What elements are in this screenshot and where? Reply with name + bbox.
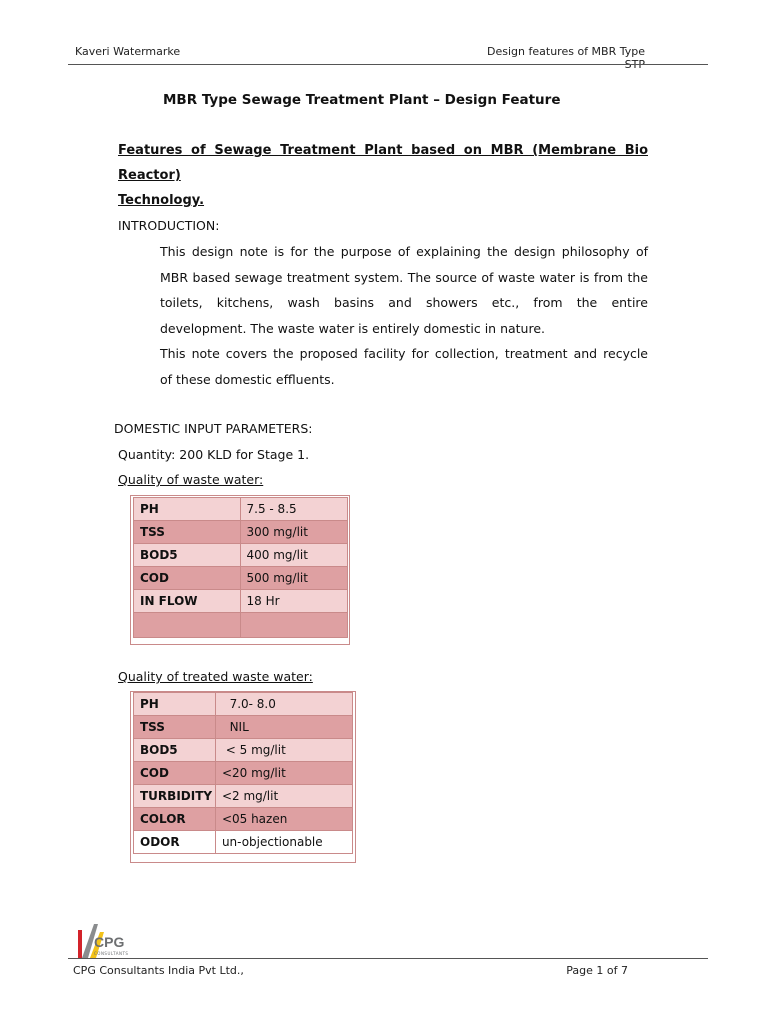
intro-p2-line-1: This note covers the proposed facility for collection, treatment and recycle xyxy=(160,346,648,361)
footer-divider xyxy=(68,958,708,959)
table-cell-value: 18 Hr xyxy=(240,590,347,613)
section-subtitle xyxy=(118,138,648,213)
intro-p1-line-3: toilets, kitchens, wash basins and showers etc., from the entire xyxy=(160,295,648,310)
header-left: Kaveri Watermarke xyxy=(75,45,181,58)
cpg-logo xyxy=(76,920,146,960)
header-right: Design features of MBR Type STP xyxy=(487,45,645,71)
table-row xyxy=(134,567,348,590)
intro-paragraph-2 xyxy=(160,341,648,392)
intro-p1-line-1: This design note is for the purpose of explaining the design philosophy of xyxy=(160,244,648,259)
table-row xyxy=(134,739,353,762)
intro-paragraph-1 xyxy=(160,239,648,341)
table-row xyxy=(134,521,348,544)
input-heading: DOMESTIC INPUT PARAMETERS: xyxy=(114,421,313,436)
logo-text: CPG xyxy=(94,934,125,950)
table-cell-key: TSS xyxy=(134,716,216,739)
table-cell-key: PH xyxy=(134,498,241,521)
table-cell-value: un-objectionable xyxy=(215,831,352,854)
page-number: Page 1 of 7 xyxy=(566,964,628,977)
footer-company: CPG Consultants India Pvt Ltd., xyxy=(73,964,244,977)
table-cell-value xyxy=(240,613,347,638)
page-title: MBR Type Sewage Treatment Plant – Design Feature xyxy=(163,92,561,108)
subtitle-line-1: Features of Sewage Treatment Plant based on MBR (Membrane Bio Reactor) xyxy=(118,143,648,183)
table-cell-key: COD xyxy=(134,567,241,590)
waste-water-table xyxy=(133,497,348,638)
intro-heading: INTRODUCTION: xyxy=(118,218,220,233)
table-row xyxy=(134,808,353,831)
table-row xyxy=(134,544,348,567)
treated-water-table xyxy=(133,692,353,854)
table-row xyxy=(134,693,353,716)
treated-water-label: Quality of treated waste water: xyxy=(118,669,313,684)
table-row xyxy=(134,831,353,854)
table-cell-value: 7.5 - 8.5 xyxy=(240,498,347,521)
table-row xyxy=(134,716,353,739)
table-cell-value: <20 mg/lit xyxy=(215,762,352,785)
table-cell-value: < 5 mg/lit xyxy=(215,739,352,762)
table-cell-value: 400 mg/lit xyxy=(240,544,347,567)
table-cell-key xyxy=(134,613,241,638)
table-cell-value: 500 mg/lit xyxy=(240,567,347,590)
table-cell-key: TSS xyxy=(134,521,241,544)
table-row xyxy=(134,785,353,808)
table-cell-key: IN FLOW xyxy=(134,590,241,613)
subtitle-line-2: Technology. xyxy=(118,193,205,208)
intro-p1-line-2: MBR based sewage treatment system. The source of waste water is from the xyxy=(160,269,648,285)
quantity-text: Quantity: 200 KLD for Stage 1. xyxy=(118,447,310,462)
table-row xyxy=(134,613,348,638)
header-divider xyxy=(68,64,708,65)
table-row xyxy=(134,498,348,521)
table-cell-value: 7.0- 8.0 xyxy=(215,693,352,716)
intro-p2-line-2: of these domestic effluents. xyxy=(160,371,335,387)
table-row xyxy=(134,590,348,613)
table-cell-key: COLOR xyxy=(134,808,216,831)
table-cell-key: BOD5 xyxy=(134,544,241,567)
table-cell-key: PH xyxy=(134,693,216,716)
logo-tagline: CONSULTANTS xyxy=(94,951,129,956)
table-cell-value: 300 mg/lit xyxy=(240,521,347,544)
table-cell-value: NIL xyxy=(215,716,352,739)
intro-p1-line-4: development. The waste water is entirely domestic in nature. xyxy=(160,320,546,336)
table-cell-key: BOD5 xyxy=(134,739,216,762)
table-cell-key: TURBIDITY xyxy=(134,785,216,808)
table-cell-key: ODOR xyxy=(134,831,216,854)
waste-water-label: Quality of waste water: xyxy=(118,472,264,487)
table-cell-key: COD xyxy=(134,762,216,785)
table-cell-value: <2 mg/lit xyxy=(215,785,352,808)
table-cell-value: <05 hazen xyxy=(215,808,352,831)
table-row xyxy=(134,762,353,785)
